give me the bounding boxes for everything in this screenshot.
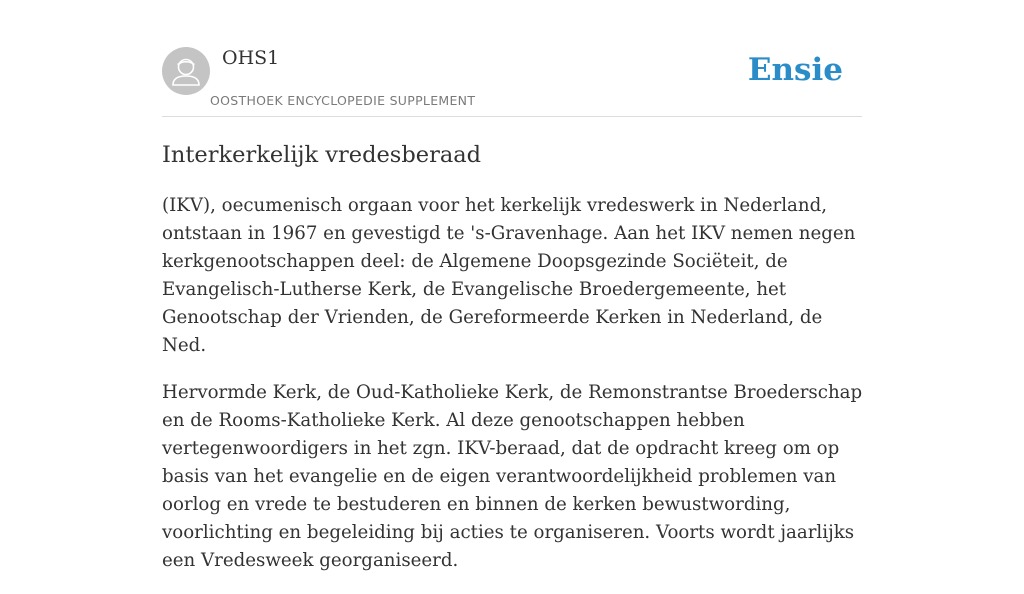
avatar[interactable] bbox=[162, 47, 210, 95]
brand-logo[interactable]: Ensie bbox=[747, 52, 843, 88]
article-paragraph: Hervormde Kerk, de Oud-Katholieke Kerk, de Remonstrantse Broederschap en de Rooms-Katholieke Kerk. Al deze genootschappen hebben vertegenwoordigers in het zgn. IKV-beraad, dat de opdracht kreeg om op basis van het evangelie en de eigen verantwoordelijkheid problemen van oorlog en vrede te bestuderen en binnen de kerken bewustwording, voorlichting en begeleiding bij acties te organiseren. Voorts wordt jaarlijks een Vredesweek georganiseerd. bbox=[162, 382, 863, 571]
article-title: Interkerkelijk vredesberaad bbox=[162, 142, 482, 168]
page bbox=[162, 0, 863, 571]
article-paragraph: (IKV), oecumenisch orgaan voor het kerkelijk vredeswerk in Nederland, ontstaan in 1967 en gevestigd te 's-Gravenhage. Aan het IKV nemen negen kerkgenootschappen deel: de Algemene Doopsgezinde Sociëteit, de Evangelisch-Lutherse Kerk, de Evangelische Broedergemeente, het Genootschap der Vrienden, de Gereformeerde Kerken in Nederland, de Ned. bbox=[162, 195, 856, 356]
header bbox=[162, 0, 862, 117]
author-name[interactable]: OHS1 bbox=[222, 47, 280, 69]
source-label[interactable]: OOSTHOEK ENCYCLOPEDIE SUPPLEMENT bbox=[210, 93, 476, 108]
user-avatar-icon bbox=[162, 47, 210, 95]
article-body bbox=[162, 192, 872, 594]
